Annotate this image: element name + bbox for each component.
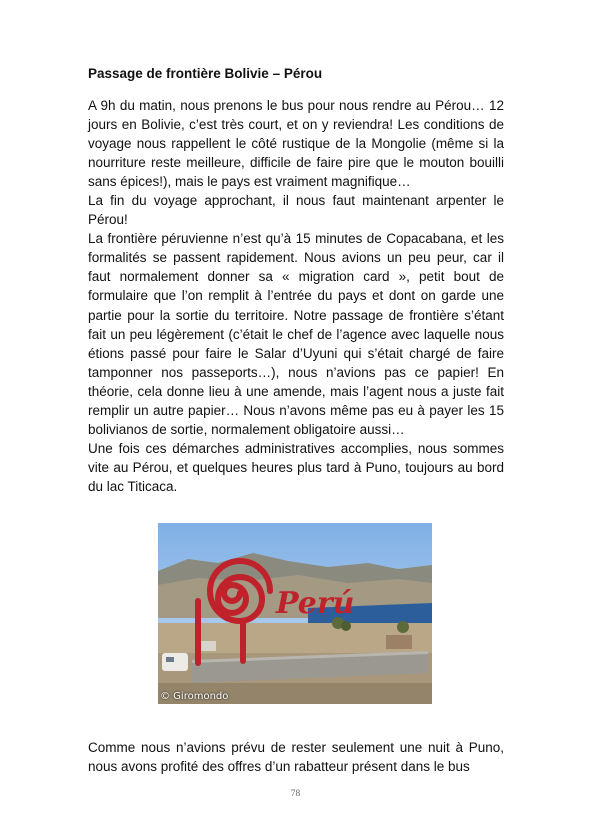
paragraph: La fin du voyage approchant, il nous faut maintenant arpenter le Pérou! xyxy=(88,193,504,228)
paragraph: La frontière péruvienne n’est qu’à 15 minutes de Copacabana, et les formalités se passent rapidement. Nous avions un peu peur, car il faut normalement donner sa « migration card », petit bout de formulaire que l’on remplit à l’entrée du pays et dont on garde une partie pour la sortie du territoire. Notre passage de frontière s’étant fait un peu légèrement (c’était le chef de l’agence avec laquelle nous étions passé pour faire le Salar d’Uyuni qui s’était chargé de faire tamponner nos passeports…), nous n’avions pas ce papier! En théorie, cela donne lieu à une amende, mais l’agent nous a juste fait remplir un autre papier… Nous n’avons même pas eu à payer les 15 bolivianos de sortie, normalement obligatoire aussi… xyxy=(88,231,504,437)
peru-sign-photo xyxy=(158,523,432,704)
photo-watermark: © Giromondo xyxy=(160,691,229,702)
photo-illustration xyxy=(158,523,432,704)
body-text xyxy=(88,96,504,496)
paragraph: A 9h du matin, nous prenons le bus pour nous rendre au Pérou… 12 jours en Bolivie, c’est très court, et on y reviendra! Les conditions de voyage nous rappellent le côté rustique de la Mongolie (même si la nourriture reste meilleure, difficile de faire pire que le mouton bouilli sans épices!), mais le pays est vraiment magnifique… xyxy=(88,98,504,190)
continuation-text xyxy=(88,738,504,776)
paragraph: Comme nous n’avions prévu de rester seulement une nuit à Puno, nous avons profité des offres d’un rabatteur présent dans le bus xyxy=(88,740,504,775)
sign-lettering: Perú xyxy=(276,586,355,621)
paragraph: Une fois ces démarches administratives accomplies, nous sommes vite au Pérou, et quelques heures plus tard à Puno, toujours au bord du lac Titicaca. xyxy=(88,440,504,494)
section-heading: Passage de frontière Bolivie – Pérou xyxy=(88,66,323,81)
page-number: 78 xyxy=(290,789,301,799)
